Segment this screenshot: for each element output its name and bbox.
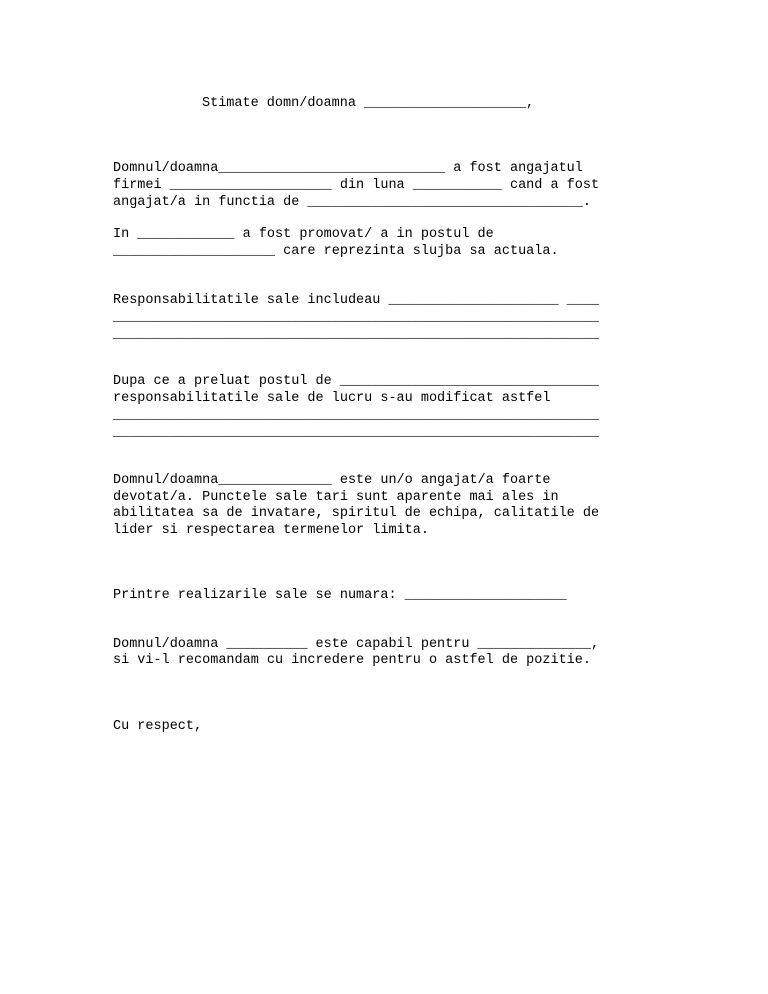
paragraph-6-line-1: Printre realizarile sale se numara: ____________________ [113,588,567,603]
paragraph-1-line-1: Domnul/doamna____________________________ a fost angajatul [113,161,583,176]
paragraph-5-line-2: devotat/a. Punctele sale tari sunt aparente mai ales in [113,490,559,505]
paragraph-7-line-2: si vi-l recomandam cu incredere pentru o astfel de pozitie. [113,653,591,668]
paragraph-1-line-3: angajat/a in functia de __________________________________. [113,195,591,210]
closing: Cu respect, [113,719,203,734]
paragraph-5-line-3: abilitatea sa de invatare, spiritul de echipa, calitatile de [113,506,600,521]
paragraph-3-line-2: ____________________________________________________________ [113,310,600,325]
paragraph-2-line-1: In ____________ a fost promovat/ a in postul de [113,227,494,242]
paragraph-2-line-2: ____________________ care reprezinta slujba sa actuala. [113,244,559,259]
paragraph-4-line-4: ____________________________________________________________ [113,425,600,440]
paragraph-5-line-4: lider si respectarea termenelor limita. [113,523,429,538]
paragraph-4-line-2: responsabilitatile sale de lucru s-au modificat astfel [113,391,551,406]
paragraph-3-line-3: ____________________________________________________________ [113,327,600,342]
salutation: Stimate domn/doamna ____________________, [202,96,535,111]
paragraph-1-line-2: firmei ____________________ din luna ___________ cand a fost [113,178,600,193]
paragraph-3-line-1: Responsabilitatile sale includeau _____________________ ____ [113,293,600,308]
paragraph-4-line-1: Dupa ce a preluat postul de ________________________________ [113,374,600,389]
paragraph-5-line-1: Domnul/doamna______________ este un/o angajat/a foarte [113,473,551,488]
paragraph-7-line-1: Domnul/doamna __________ este capabil pentru ______________, [113,637,600,652]
paragraph-4-line-3: ____________________________________________________________ [113,408,600,423]
